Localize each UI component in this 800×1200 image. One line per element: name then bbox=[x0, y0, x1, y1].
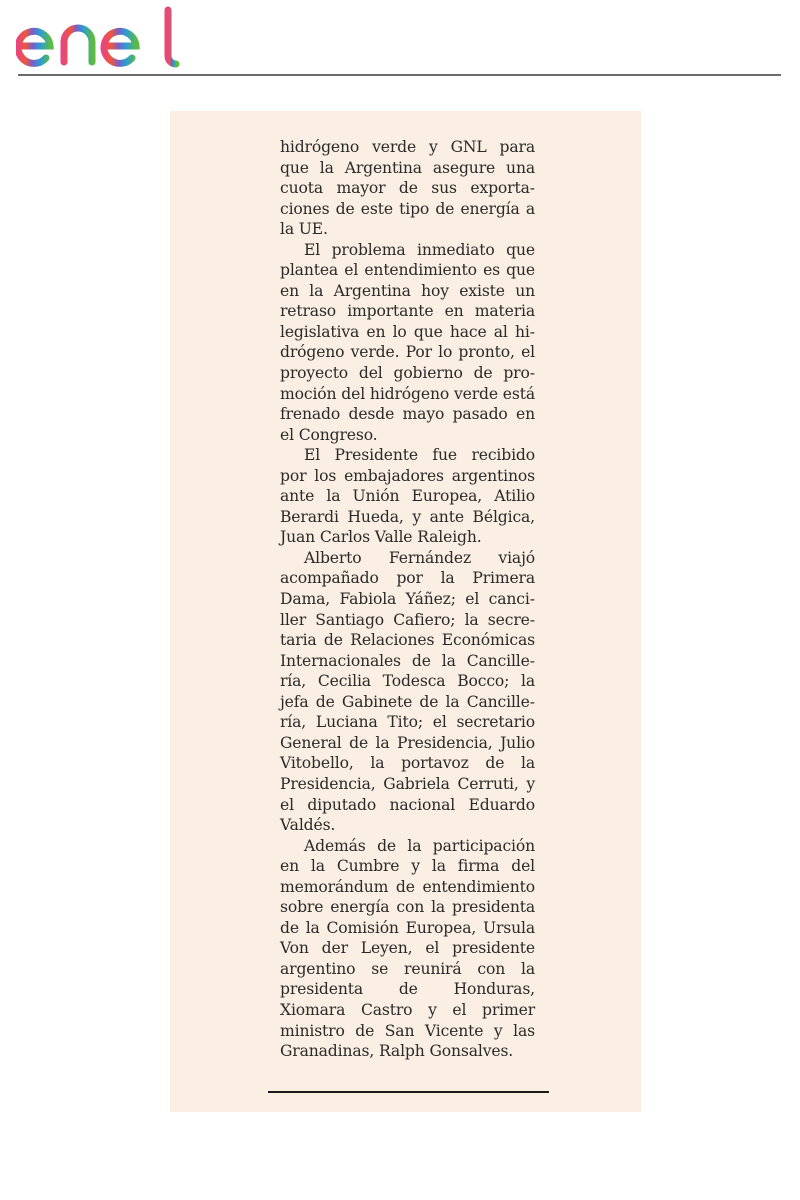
article-paragraph-2: El problema inmediato que plantea el entendimiento es que en la Argentina hoy existe un retraso importante en materia legislativa en lo que hace al hidrógeno verde. Por lo pronto, el proyecto del gobierno de promoción del hidrógeno verde está frenado desde mayo pasado en el Congreso. bbox=[280, 240, 535, 444]
article-paragraph-4: Alberto Fernández viajó acompañado por la Primera Dama, Fabiola Yáñez; el canciller Santiago Cafiero; la secretaria de Relaciones Económicas Internacionales de la Cancillería, Cecilia Todesca Bocco; la jefa de Gabinete de la Cancillería, Luciana Tito; el secretario General de la Presidencia, Julio Vitobello, la portavoz de la Presidencia, Gabriela Cerruti, y el diputado nacional Eduardo Valdés. bbox=[280, 548, 535, 835]
article-paragraph-1: hidrógeno verde y GNL para que la Argentina asegure una cuota mayor de sus exportaciones de este tipo de energía a la UE. bbox=[280, 138, 535, 239]
newspaper-clipping bbox=[170, 111, 641, 1112]
article-paragraph-5: Además de la participación en la Cumbre y la firma del memorándum de entendimiento sobre energía con la presidenta de la Comisión Europea, Ursula Von der Leyen, el presidente argentino se reunirá con la presidenta de Honduras, Xiomara Castro y el primer ministro de San Vicente y las Granadinas, Ralph Gonsalves. bbox=[280, 836, 535, 1061]
article-body bbox=[280, 137, 535, 1062]
enel-logo bbox=[16, 2, 186, 70]
article-end-rule bbox=[268, 1091, 549, 1093]
logo-text: enel bbox=[16, 2, 19, 3]
article-paragraph-3: El Presidente fue recibido por los embajadores argentinos ante la Unión Europea, Atilio Berardi Hueda, y ante Bélgica, Juan Carlos Valle Raleigh. bbox=[280, 446, 535, 547]
header-divider bbox=[18, 74, 781, 76]
